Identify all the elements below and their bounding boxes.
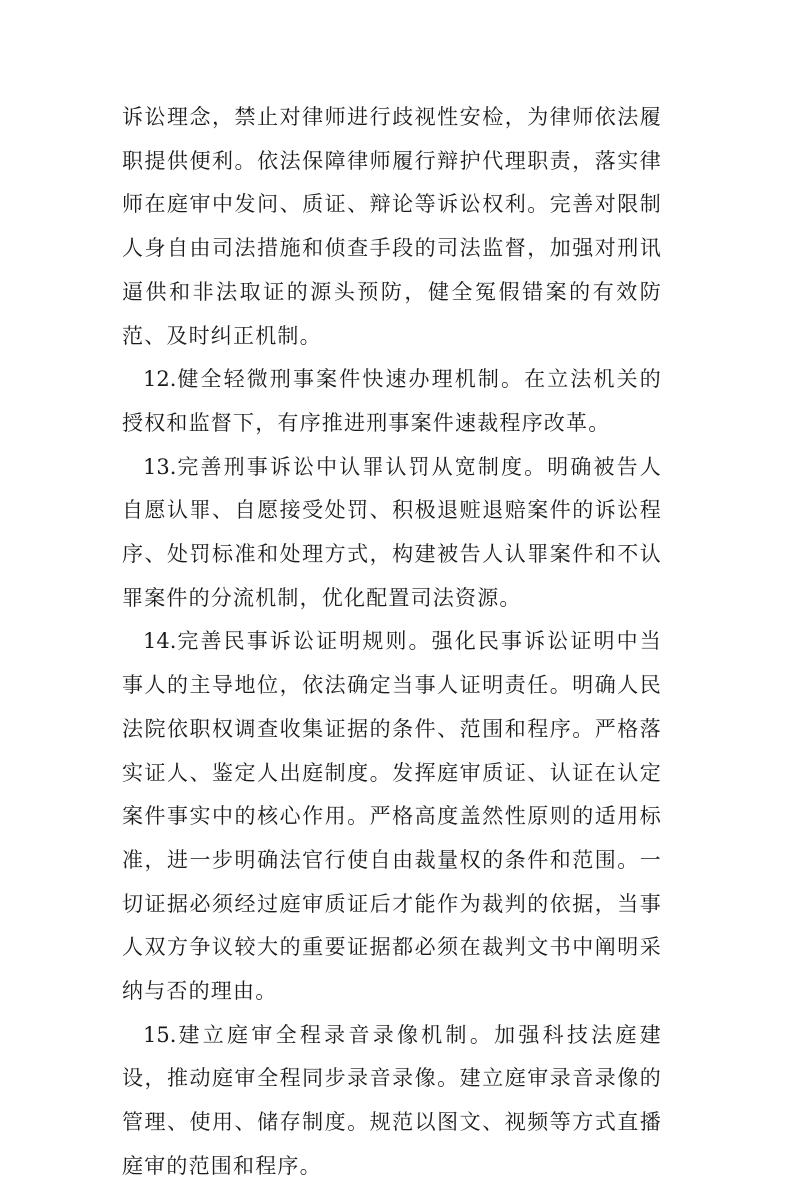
paragraph-text: 诉讼理念，禁止对律师进行歧视性安检，为律师依法履职提供便利。依法保障律师履行辩护代理职责，落实律师在庭审中发问、质证、辩论等诉讼权利。完善对限制人身自由司法措施和侦查手段的司法监督，加强对刑讯逼供和非法取证的源头预防，健全冤假错案的有效防范、及时纠正机制。 [122, 105, 662, 348]
paragraph-continuation [122, 96, 662, 358]
paragraph-number: 12. [143, 367, 177, 392]
paragraph-item-12 [122, 358, 662, 445]
paragraph-number: 15. [143, 1022, 177, 1047]
paragraph-text: 健全轻微刑事案件快速办理机制。在立法机关的授权和监督下，有序推进刑事案件速裁程序改革。 [122, 367, 662, 435]
paragraph-text: 完善刑事诉讼中认罪认罚从宽制度。明确被告人自愿认罪、自愿接受处罚、积极退赃退赔案件的诉讼程序、处罚标准和处理方式，构建被告人认罪案件和不认罪案件的分流机制，优化配置司法资源。 [122, 454, 662, 610]
paragraph-item-13 [122, 446, 662, 621]
paragraph-item-15 [122, 1014, 662, 1189]
paragraph-text: 完善民事诉讼证明规则。强化民事诉讼证明中当事人的主导地位，依法确定当事人证明责任。明确人民法院依职权调查收集证据的条件、范围和程序。严格落实证人、鉴定人出庭制度。发挥庭审质证、认证在认定案件事实中的核心作用。严格高度盖然性原则的适用标准，进一步明确法官行使自由裁量权的条件和范围。一切证据必须经过庭审质证后才能作为裁判的依据，当事人双方争议较大的重要证据都必须在裁判文书中阐明采纳与否的理由。 [122, 629, 662, 1004]
paragraph-text: 建立庭审全程录音录像机制。加强科技法庭建设，推动庭审全程同步录音录像。建立庭审录音录像的管理、使用、储存制度。规范以图文、视频等方式直播庭审的范围和程序。 [122, 1022, 662, 1178]
document-body [122, 96, 662, 1189]
paragraph-number: 13. [143, 454, 177, 479]
paragraph-number: 14. [143, 629, 177, 654]
paragraph-item-14 [122, 620, 662, 1013]
